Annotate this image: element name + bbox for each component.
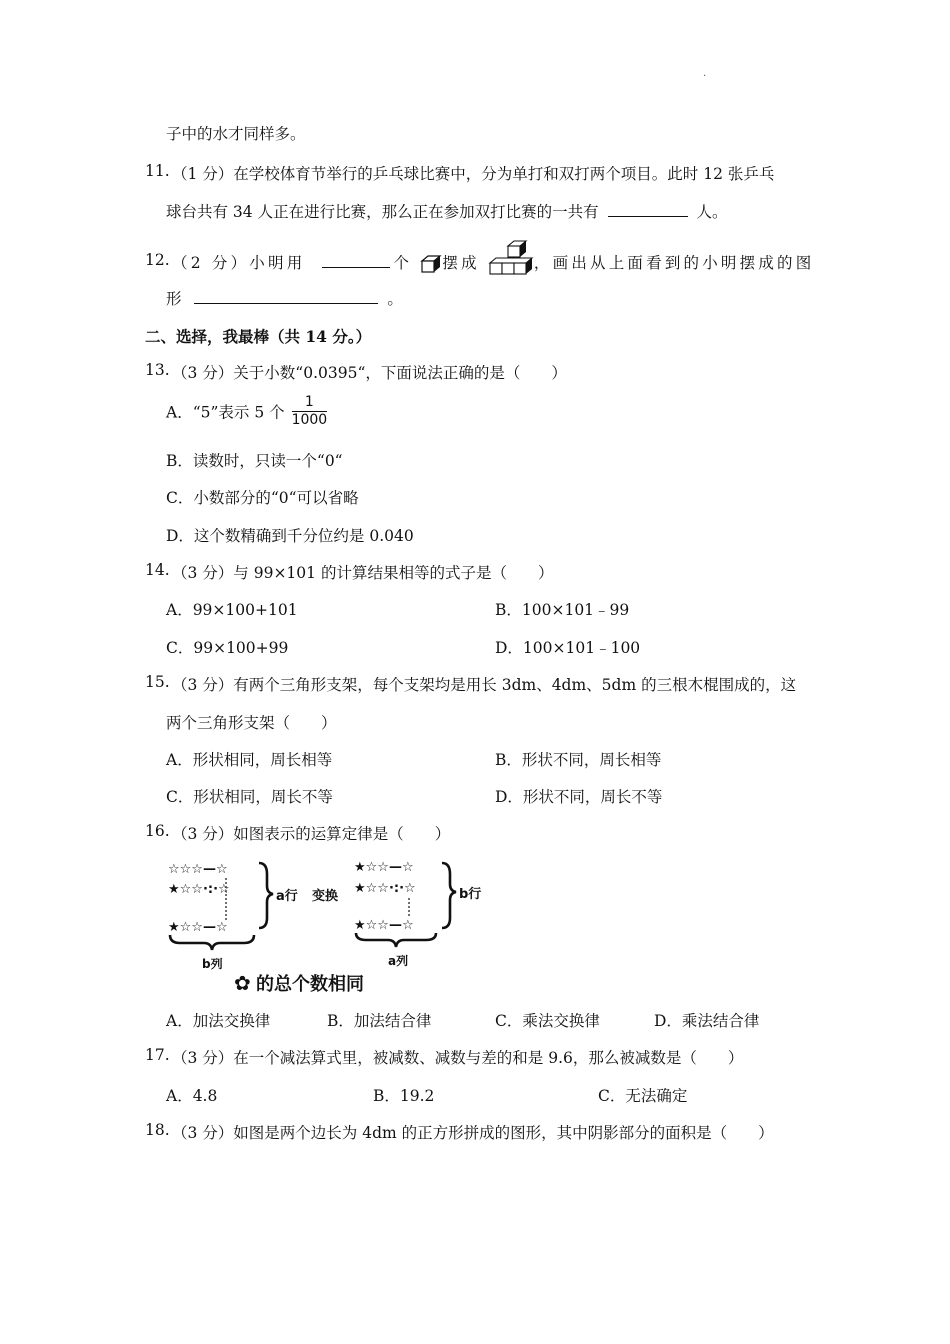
q15-option-a[interactable]: A．形状相同，周长相等 xyxy=(166,751,333,769)
q16-option-a[interactable]: A．加法交换律 xyxy=(166,1012,271,1030)
q15-number: 15. xyxy=(145,673,170,691)
q14-number: 14. xyxy=(145,561,170,579)
q14-option-b[interactable]: B．100×101﹣99 xyxy=(495,601,630,619)
q15-option-d[interactable]: D．形状不同，周长不等 xyxy=(495,788,663,806)
q13-option-a[interactable] xyxy=(166,394,328,429)
q11-number: 11. xyxy=(145,162,170,180)
star-array-figure xyxy=(166,850,488,1000)
q13-number: 13. xyxy=(145,361,170,379)
left-star-array xyxy=(168,862,230,935)
q14-option-a[interactable]: A．99×100+101 xyxy=(166,601,298,619)
q12-drawing-blank[interactable] xyxy=(194,289,378,304)
left-column-brace xyxy=(170,935,254,950)
q17-option-a[interactable]: A．4.8 xyxy=(166,1087,218,1105)
q17-option-b[interactable]: B．19.2 xyxy=(373,1087,435,1105)
right-row-brace xyxy=(442,863,456,928)
svg-text:★☆☆—☆: ★☆☆—☆ xyxy=(354,860,414,875)
q13-stem: （3 分）关于小数“0.0395“，下面说法正确的是（ ） xyxy=(172,364,567,382)
star-icon: ✿ xyxy=(234,971,251,995)
q12-text-3: 摆成 xyxy=(442,254,480,272)
cube-structure-icon xyxy=(488,239,534,275)
q16-number: 16. xyxy=(145,822,170,840)
section-2-heading: 二、选择，我最棒（共 14 分。） xyxy=(145,327,372,346)
q16-option-d[interactable]: D．乘法结合律 xyxy=(654,1012,760,1030)
fraction-numerator: 1 xyxy=(292,394,328,412)
q15-stem-line1: （3 分）有两个三角形支架，每个支架均是用长 3dm、4dm、5dm 的三根木棍围成的，这 xyxy=(172,676,797,694)
q11-answer-blank[interactable] xyxy=(608,202,688,217)
q17-number: 17. xyxy=(145,1046,170,1064)
q12-line2-end: 。 xyxy=(387,290,403,308)
q14-option-c[interactable]: C．99×100+99 xyxy=(166,639,289,657)
q12-line2 xyxy=(166,287,403,309)
small-cube-icon xyxy=(420,254,442,274)
right-cols-label: a列 xyxy=(388,954,409,968)
q17-option-c[interactable]: C．无法确定 xyxy=(598,1087,688,1105)
q12-line1 xyxy=(172,251,814,275)
fraction-denominator: 1000 xyxy=(291,412,328,428)
q12-text-4: ，画出从上面看到的小明摆成的图 xyxy=(533,254,815,272)
q16-option-b[interactable]: B．加法结合律 xyxy=(327,1012,432,1030)
q11-line2-end: 人。 xyxy=(696,203,728,221)
svg-text:☆☆☆—☆: ☆☆☆—☆ xyxy=(168,862,228,877)
q16-option-c[interactable]: C．乘法交换律 xyxy=(495,1012,600,1030)
q14-stem: （3 分）与 99×101 的计算结果相等的式子是（ ） xyxy=(172,564,554,582)
q11-line2 xyxy=(166,200,727,222)
q12-line2-text: 形 xyxy=(166,290,182,308)
fraction-one-thousandth xyxy=(292,394,328,429)
q12-text-2: 个 xyxy=(393,254,413,272)
q15-option-c[interactable]: C．形状相同，周长不等 xyxy=(166,788,333,806)
figure-caption: 的总个数相同 xyxy=(256,974,364,995)
q13-option-b[interactable]: B．读数时，只读一个“0“ xyxy=(166,452,343,470)
q18-stem: （3 分）如图是两个边长为 4dm 的正方形拼成的图形，其中阴影部分的面积是（ ） xyxy=(172,1124,774,1142)
svg-text:★☆☆—☆: ★☆☆—☆ xyxy=(354,918,414,933)
q13-option-a-text: A．“5”表示 5 个 xyxy=(166,403,285,422)
q11-line2-text: 球台共有 34 人正在进行比赛，那么正在参加双打比赛的一共有 xyxy=(166,203,599,221)
q13-option-d[interactable]: D．这个数精确到千分位约是 0.040 xyxy=(166,527,414,545)
q17-stem: （3 分）在一个减法算式里，被减数、减数与差的和是 9.6，那么被减数是（ ） xyxy=(172,1049,744,1067)
q15-option-b[interactable]: B．形状不同，周长相等 xyxy=(495,751,662,769)
change-label: 变换 xyxy=(312,889,339,904)
svg-text:★☆☆·:·☆: ★☆☆·:·☆ xyxy=(354,881,416,896)
right-star-array xyxy=(354,860,416,933)
q14-option-d[interactable]: D．100×101﹣100 xyxy=(495,639,641,657)
right-rows-label: b行 xyxy=(459,887,482,902)
q18-number: 18. xyxy=(145,1121,170,1139)
right-column-brace xyxy=(356,933,436,947)
svg-text:★☆☆—☆: ★☆☆—☆ xyxy=(168,920,228,935)
left-cols-label: b列 xyxy=(202,957,223,971)
q16-stem: （3 分）如图表示的运算定律是（ ） xyxy=(172,825,451,843)
continuation-line: 子中的水才同样多。 xyxy=(166,125,306,143)
q12-count-blank[interactable] xyxy=(322,253,390,268)
left-rows-label: a行 xyxy=(276,889,298,904)
q11-line1: （1 分）在学校体育节举行的乒乓球比赛中，分为单打和双打两个项目。此时 12 张乒乓 xyxy=(172,165,775,183)
header-mark: . xyxy=(703,68,707,79)
svg-text:★☆☆·:·☆: ★☆☆·:·☆ xyxy=(168,882,230,897)
q12-text-1: （2 分）小明用 xyxy=(172,254,306,272)
q12-number: 12. xyxy=(145,251,170,269)
q13-option-c[interactable]: C．小数部分的“0“可以省略 xyxy=(166,489,359,507)
left-row-brace xyxy=(259,863,273,928)
q15-stem-line2: 两个三角形支架（ ） xyxy=(166,714,337,732)
